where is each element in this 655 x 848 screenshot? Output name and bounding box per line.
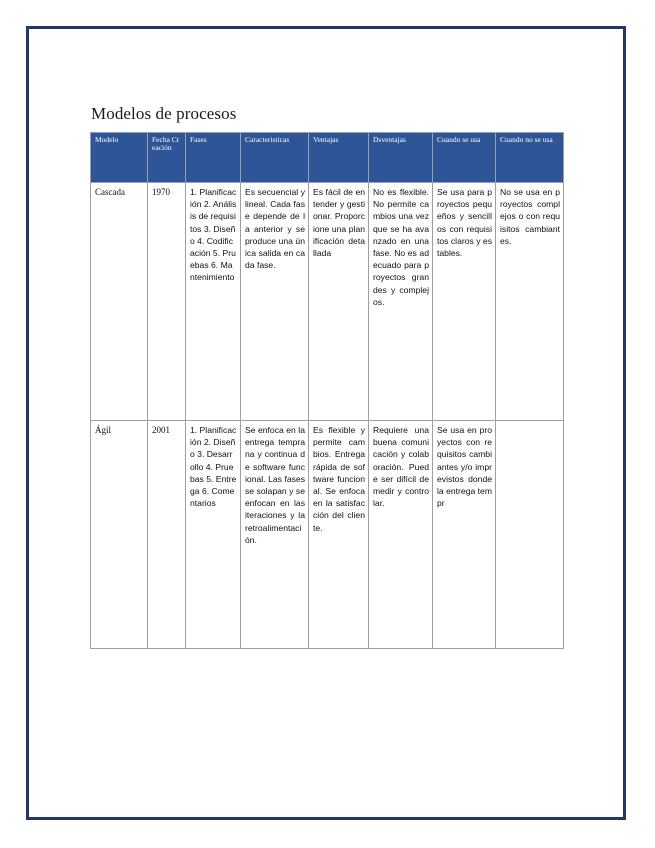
cell-caracteristicas: Es secuencial y lineal. Cada fase depende de la anterior y se produce una única salida en cada fase. bbox=[241, 183, 309, 421]
page-title: Modelos de procesos bbox=[91, 104, 237, 123]
cell-fases: 1. Planificación 2. Diseño 3. Desarrollo 4. Pruebas 5. Entrega 6. Comentarios bbox=[186, 421, 241, 649]
header-fecha: Fecha Creación bbox=[148, 133, 186, 183]
header-cuando-se-usa: Cuando se usa bbox=[433, 133, 496, 183]
cell-fecha: 2001 bbox=[148, 421, 186, 649]
header-ventajas: Ventajas bbox=[309, 133, 369, 183]
header-cuando-no-se-usa: Cuando no se usa bbox=[496, 133, 564, 183]
table-header-row bbox=[91, 133, 564, 183]
cell-ventajas: Es flexible y permite cambios. Entrega rápida de software funcional. Se enfoca en la satisfacción del cliente. bbox=[309, 421, 369, 649]
header-desventajas: Dsventajas bbox=[369, 133, 433, 183]
cell-caracteristicas: Se enfoca en la entrega temprana y continua de software funcional. Las fases se solapan y se enfocan en las iteraciones y la retroalimentación. bbox=[241, 421, 309, 649]
cell-modelo: Cascada bbox=[91, 183, 148, 421]
cell-cuando-no-se-usa: No se usa en proyectos complejos o con requisitos cambiantes. bbox=[496, 183, 564, 421]
process-models-table bbox=[90, 132, 564, 649]
cell-modelo: Ágil bbox=[91, 421, 148, 649]
cell-desventajas: No es flexible. No permite cambios una vez que se ha avanzado en una fase. No es adecuado para proyectos grandes y complejos. bbox=[369, 183, 433, 421]
cell-ventajas: Es fácil de entender y gestionar. Proporcione una planificación detallada bbox=[309, 183, 369, 421]
header-modelo: Modelo bbox=[91, 133, 148, 183]
header-fases: Fases bbox=[186, 133, 241, 183]
cell-cuando-no-se-usa bbox=[496, 421, 564, 649]
cell-desventajas: Requiere una buena comunicación y colaboración. Puede ser difícil de medir y controlar. bbox=[369, 421, 433, 649]
cell-cuando-se-usa: Se usa para proyectos pequeños y sencillos con requisitos claros y estables. bbox=[433, 183, 496, 421]
header-caracteristicas: Caracteristicas bbox=[241, 133, 309, 183]
cell-cuando-se-usa: Se usa en proyectos con requisitos cambiantes y/o imprevistos donde la entrega tempr bbox=[433, 421, 496, 649]
cell-fecha: 1970 bbox=[148, 183, 186, 421]
table-row-cascada bbox=[91, 183, 564, 421]
table-row-agil bbox=[91, 421, 564, 649]
cell-fases: 1. Planificación 2. Análisis de requisitos 3. Diseño 4. Codificación 5. Pruebas 6. Mantenimiento bbox=[186, 183, 241, 421]
